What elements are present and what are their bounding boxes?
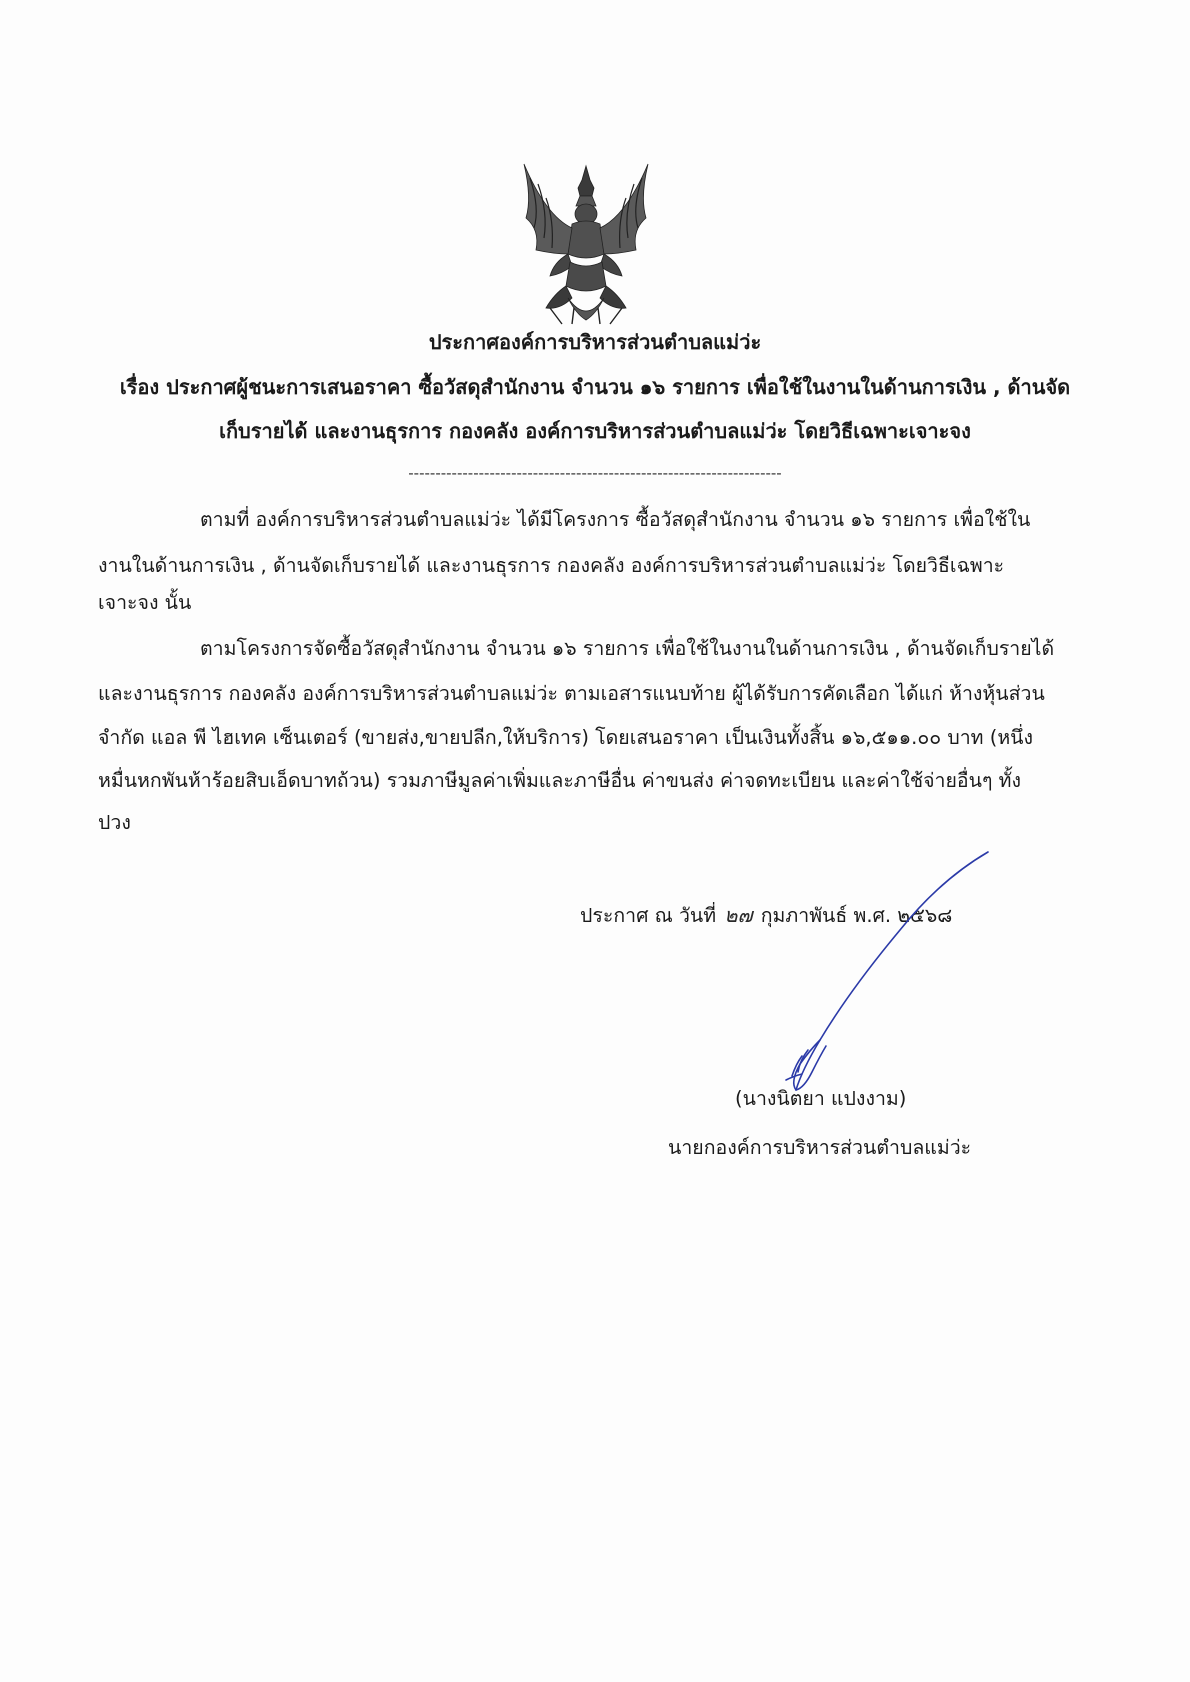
paragraph-1-line-1: ตามที่ องค์การบริหารส่วนตำบลแม่ว่ะ ได้มีโครงการ ซื้อวัสดุสำนักงาน จำนวน ๑๖ รายการ เพื่อใช้ใน xyxy=(200,508,1031,531)
announcement-title: ประกาศองค์การบริหารส่วนตำบลแม่ว่ะ xyxy=(428,330,762,354)
paragraph-2-line-2: และงานธุรการ กองคลัง องค์การบริหารส่วนตำบลแม่ว่ะ ตามเอสารแนบท้าย ผู้ได้รับการคัดเลือก ได้แก่ ห้างหุ้นส่วน xyxy=(98,682,1045,705)
paragraph-1-line-3: เจาะจง นั้น xyxy=(98,591,192,614)
subject-line-1: เรื่อง ประกาศผู้ชนะการเสนอราคา ซื้อวัสดุสำนักงาน จำนวน ๑๖ รายการ เพื่อใช้ในงานในด้านการเงิน , ด้านจัด xyxy=(119,375,1071,399)
signer-position: นายกองค์การบริหารส่วนตำบลแม่ว่ะ xyxy=(668,1136,972,1159)
handwritten-signature xyxy=(730,850,1000,1110)
paragraph-1-line-2: งานในด้านการเงิน , ด้านจัดเก็บรายได้ และงานธุรการ กองคลัง องค์การบริหารส่วนตำบลแม่ว่ะ โดยวิธีเฉพาะ xyxy=(98,554,1005,577)
date-prefix: ประกาศ ณ วันที่ xyxy=(580,904,717,927)
date-day-handwritten: ๒๗ xyxy=(724,903,753,927)
garuda-emblem-icon xyxy=(510,158,662,326)
signer-name: (นางนิตยา แปงงาม) xyxy=(735,1087,907,1110)
paragraph-2-line-4: หมื่นหกพันห้าร้อยสิบเอ็ดบาทถ้วน) รวมภาษีมูลค่าเพิ่มและภาษีอื่น ค่าขนส่ง ค่าจดทะเบียน และค่าใช้จ่ายอื่นๆ ทั้ง xyxy=(98,769,1022,792)
divider-line: --------------------------------------------------------------------- xyxy=(408,464,782,482)
paragraph-2-line-1: ตามโครงการจัดซื้อวัสดุสำนักงาน จำนวน ๑๖ รายการ เพื่อใช้ในงานในด้านการเงิน , ด้านจัดเก็บรายได้ xyxy=(200,637,1055,660)
subject-line-2: เก็บรายได้ และงานธุรการ กองคลัง องค์การบริหารส่วนตำบลแม่ว่ะ โดยวิธีเฉพาะเจาะจง xyxy=(219,419,971,443)
paragraph-2-line-3: จำกัด แอล พี ไฮเทค เซ็นเตอร์ (ขายส่ง,ขายปลีก,ให้บริการ) โดยเสนอราคา เป็นเงินทั้งสิ้น ๑๖,๕๑๑.๐๐ บาท (หนึ่ง xyxy=(98,726,1034,749)
paragraph-2-line-5: ปวง xyxy=(98,811,131,834)
date-suffix: กุมภาพันธ์ พ.ศ. ๒๕๖๘ xyxy=(760,904,953,927)
